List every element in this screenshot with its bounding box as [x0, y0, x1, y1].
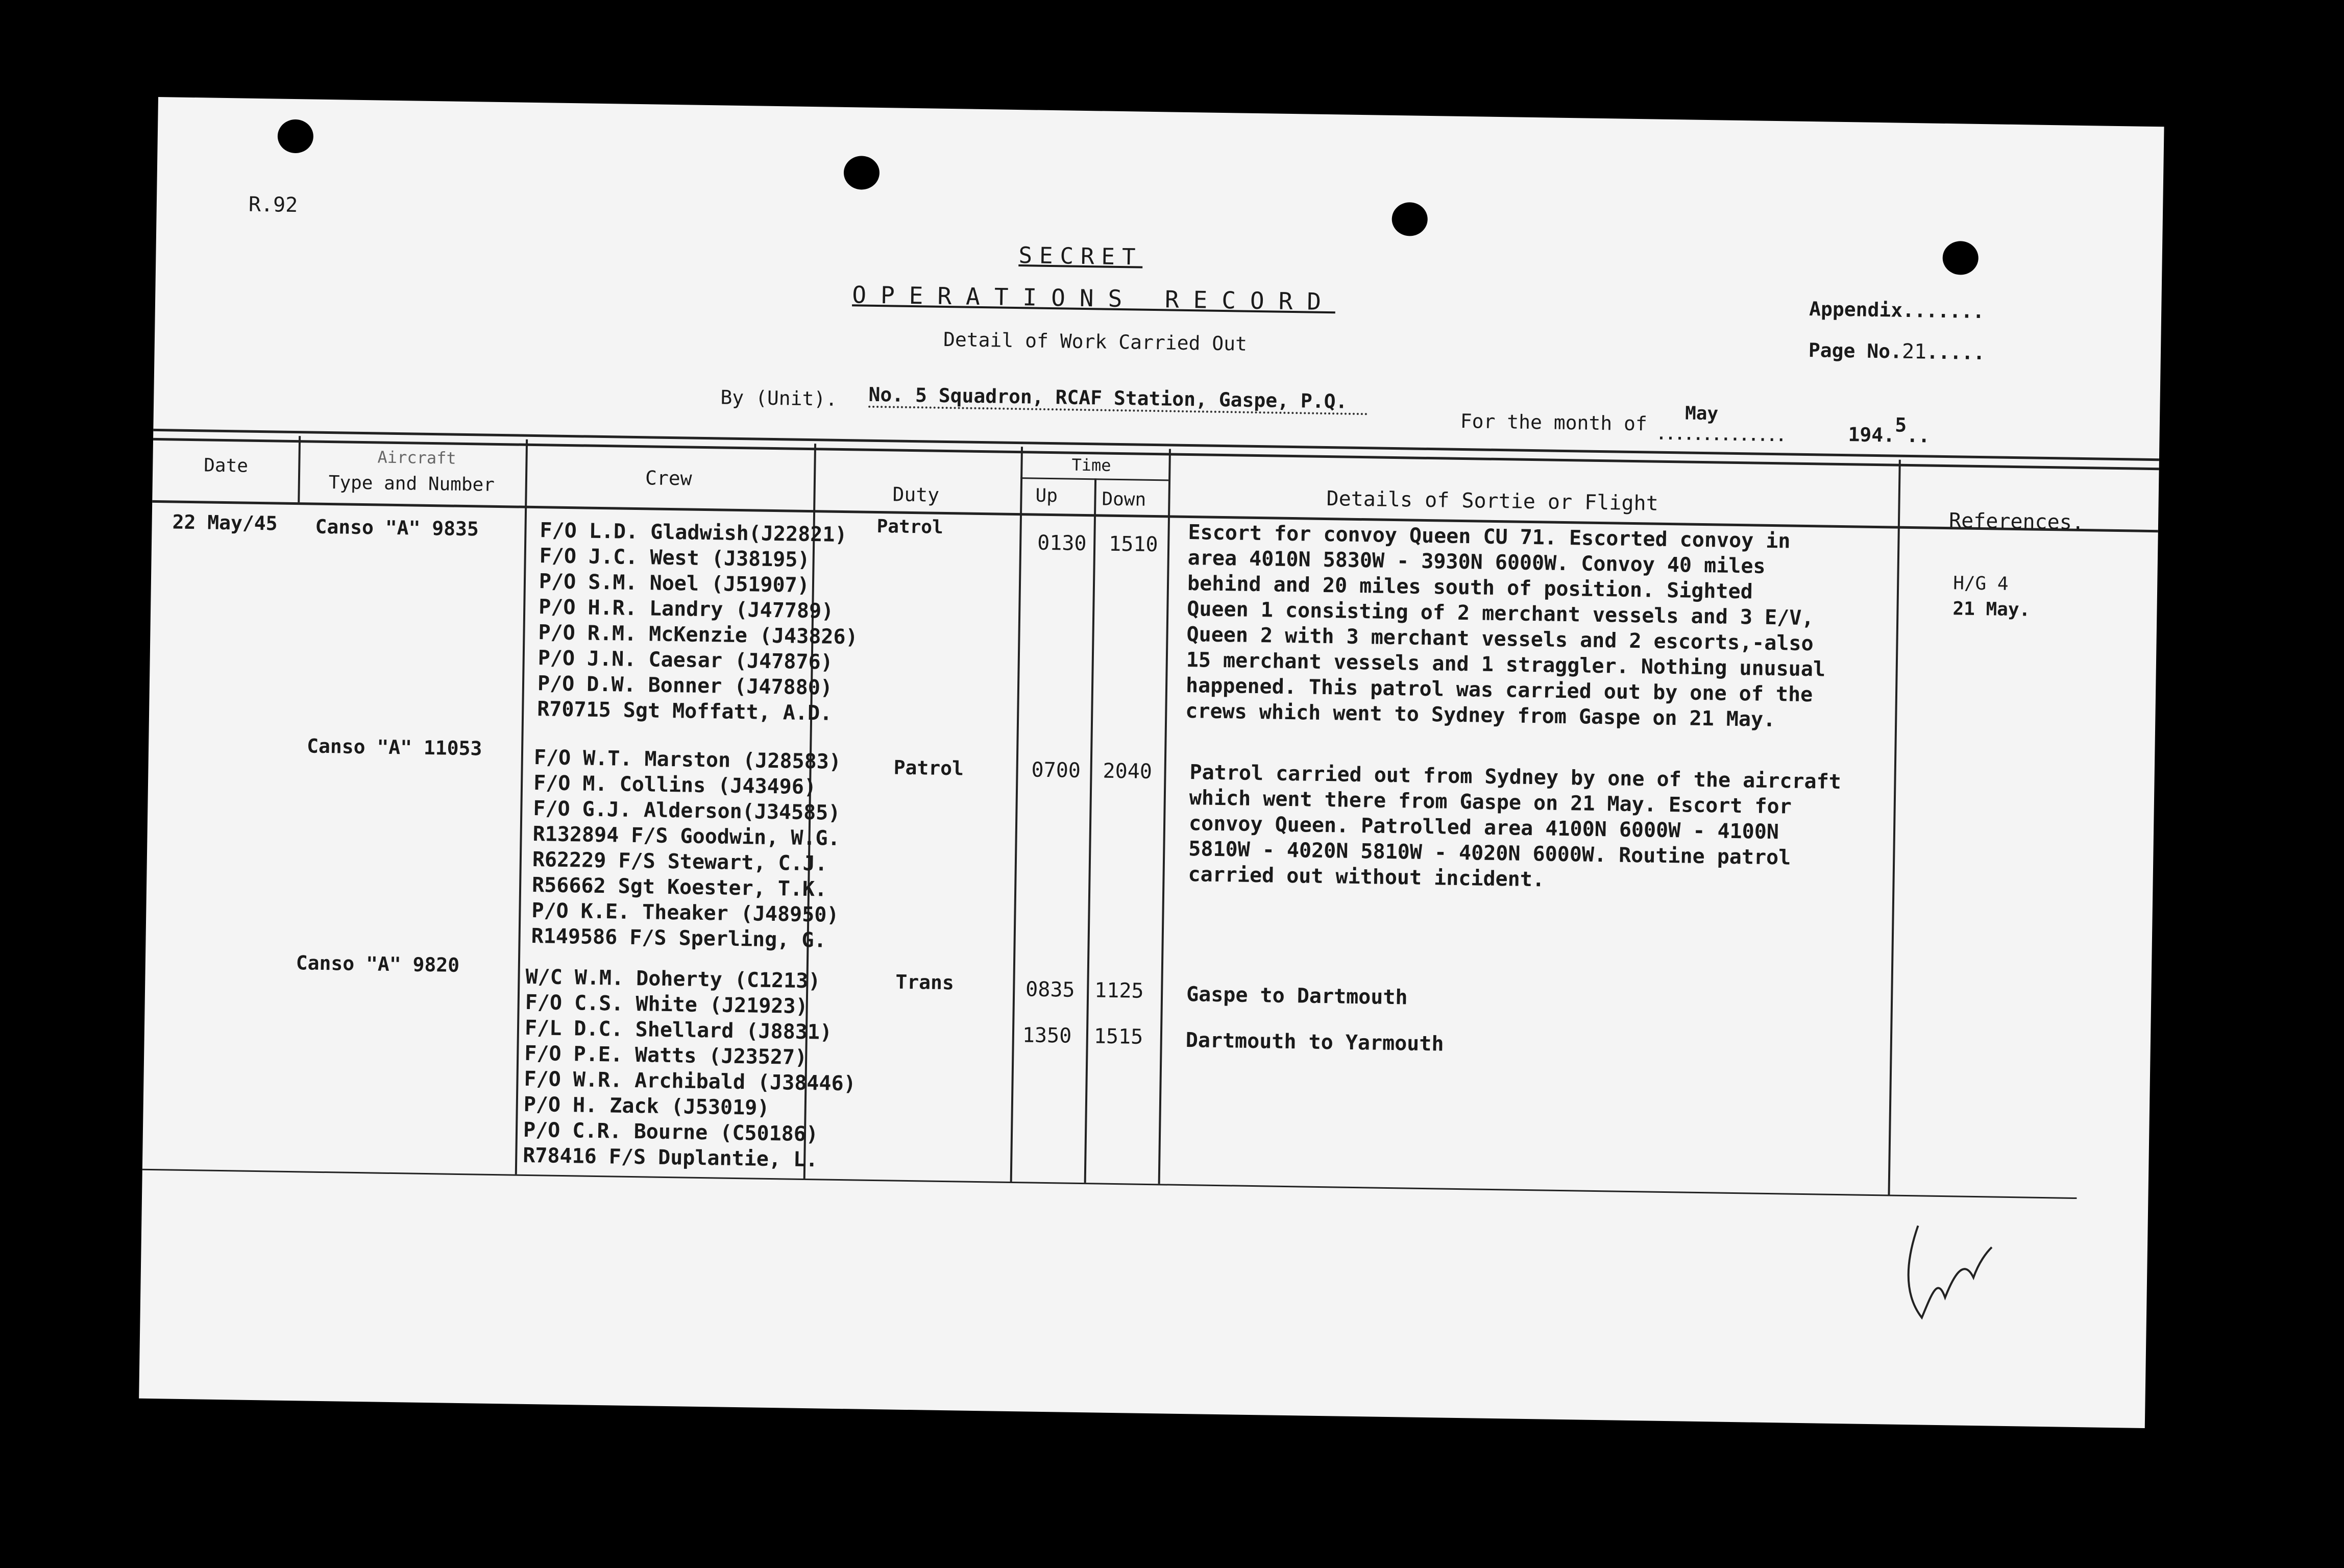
crew-member: R62229 F/S Stewart, C.J.	[532, 848, 828, 876]
table-bottom-rule	[142, 1169, 2077, 1199]
entry-aircraft: Canso "A" 9835	[315, 515, 479, 541]
crew-member: P/O S.M. Noel (J51907)	[539, 570, 810, 598]
col-aircraft-bottom: Type and Number	[328, 472, 495, 496]
crew-member: P/O C.R. Bourne (C50186)	[523, 1118, 819, 1146]
col-crew: Crew	[645, 467, 692, 490]
column-divider	[1084, 478, 1096, 1183]
details-line: behind and 20 miles south of position. Sighted	[1187, 572, 1753, 604]
crew-member: F/O J.C. West (J38195)	[539, 544, 810, 572]
crew-member: F/O M. Collins (J43496)	[533, 771, 817, 799]
month-dots: ..............	[1656, 425, 1786, 446]
unit-label: By (Unit).	[720, 386, 838, 410]
crew-member: F/O P.E. Watts (J23527)	[524, 1041, 808, 1070]
crew-member: P/O H.R. Landry (J47789)	[538, 595, 834, 623]
details-line: Queen 2 with 3 merchant vessels and 2 escorts,-also	[1186, 623, 1814, 656]
entry-duty: Trans	[895, 970, 955, 994]
entry-down: 2040	[1103, 759, 1153, 784]
page-number: 21	[1901, 339, 1927, 364]
crew-member: F/L D.C. Shellard (J8831)	[524, 1016, 833, 1044]
entry-date: 22 May/45	[172, 510, 278, 535]
page-label: Page No.	[1808, 339, 1902, 363]
crew-member: P/O K.E. Theaker (J48950)	[531, 899, 839, 927]
col-down: Down	[1102, 488, 1146, 510]
details-line: Dartmouth to Yarmouth	[1185, 1028, 1444, 1056]
entry-up: 0700	[1031, 758, 1081, 782]
col-date: Date	[203, 455, 249, 477]
crew-member: P/O D.W. Bonner (J47880)	[537, 672, 833, 700]
entry-aircraft: Canso "A" 11053	[306, 734, 482, 760]
crew-member: R78416 F/S Duplantie, L.	[522, 1143, 818, 1172]
entry-up: 1350	[1022, 1023, 1072, 1048]
details-line: 5810W - 4020N 5810W - 4020N 6000W. Routine patrol	[1188, 837, 1791, 870]
page-dots: .....	[1926, 340, 1985, 364]
entry-down: 1510	[1108, 532, 1158, 557]
details-line: 15 merchant vessels and 1 straggler. Nothing unusual	[1186, 648, 1826, 681]
year-digit: 5	[1895, 413, 1907, 436]
month-label: For the month of	[1460, 409, 1648, 435]
details-line: Escort for convoy Queen CU 71. Escorted convoy in	[1188, 521, 1791, 553]
crew-member: P/O R.M. McKenzie (J43826)	[538, 621, 858, 649]
crew-member: F/O W.R. Archibald (J38446)	[524, 1067, 857, 1096]
col-duty: Duty	[892, 483, 940, 506]
crew-member: F/O C.S. White (J21923)	[525, 990, 808, 1019]
col-aircraft-top: Aircraft	[377, 447, 456, 468]
col-time: Time	[1071, 455, 1111, 475]
details-line: Queen 1 consisting of 2 merchant vessels and 3 E/V,	[1187, 597, 1814, 630]
column-divider	[1010, 447, 1023, 1182]
entry-down: 1515	[1093, 1024, 1143, 1049]
details-line: happened. This patrol was carried out by one of the	[1185, 673, 1813, 707]
crew-member: R149586 F/S Sperling, G.	[531, 924, 826, 952]
record-title: OPERATIONS RECORD	[852, 281, 1336, 316]
details-line: carried out without incident.	[1188, 863, 1545, 892]
entry-down: 1125	[1094, 978, 1144, 1003]
form-code: R.92	[248, 192, 298, 217]
year-prefix: 194	[1848, 423, 1884, 447]
details-line: which went there from Gaspe on 21 May. Escort for	[1189, 786, 1792, 819]
punch-hole	[1391, 202, 1428, 236]
crew-member: R56662 Sgt Koester, T.K.	[531, 873, 827, 901]
column-divider	[1158, 449, 1171, 1184]
crew-member: F/O G.J. Alderson(J34585)	[533, 797, 841, 825]
appendix-label: Appendix.......	[1809, 298, 1985, 323]
record-subtitle: Detail of Work Carried Out	[943, 328, 1248, 355]
entry-up: 0835	[1025, 977, 1075, 1002]
reference-line: H/G 4	[1952, 573, 2009, 595]
punch-hole	[277, 119, 313, 153]
crew-member: R70715 Sgt Moffatt, A.D.	[536, 697, 833, 725]
entry-aircraft: Canso "A" 9820	[296, 951, 460, 976]
punch-hole	[1942, 241, 1979, 275]
details-line: convoy Queen. Patrolled area 4100N 6000W - 4100N	[1188, 812, 1779, 844]
punch-hole	[843, 156, 880, 190]
col-references: References.	[1948, 509, 2085, 535]
crew-member: R132894 F/S Goodwin, W.G.	[532, 822, 840, 850]
month-value: May	[1684, 403, 1719, 425]
details-line: crews which went to Sydney from Gaspe on 21 May.	[1185, 699, 1776, 732]
col-up: Up	[1035, 485, 1058, 507]
crew-member: F/O W.T. Marston (J28583)	[533, 746, 842, 774]
handwritten-initials	[1896, 1215, 2000, 1329]
details-line: area 4010N 5830W - 3930N 6000W. Convoy 40 miles	[1187, 546, 1766, 578]
crew-member: F/O L.D. Gladwish(J22821)	[540, 519, 847, 547]
page-number-line	[1809, 338, 1985, 364]
entry-duty: Patrol	[876, 516, 944, 538]
details-line: Gaspe to Dartmouth	[1186, 983, 1408, 1010]
crew-member: W/C W.M. Doherty (C1213)	[525, 965, 821, 993]
col-details: Details of Sortie or Flight	[1326, 487, 1659, 516]
details-line: Patrol carried out from Sydney by one of the aircraft	[1189, 761, 1842, 794]
entry-up: 0130	[1037, 531, 1087, 556]
operations-record-page	[139, 97, 2164, 1428]
column-divider	[298, 436, 301, 502]
classification: SECRET	[1018, 242, 1143, 271]
crew-member: P/O H. Zack (J53019)	[523, 1092, 770, 1120]
entry-duty: Patrol	[893, 756, 964, 780]
year-line: 194.5..	[1848, 413, 1931, 447]
reference-line: 21 May.	[1952, 598, 2031, 621]
unit-value: No. 5 Squadron, RCAF Station, Gaspe, P.Q.	[868, 383, 1368, 415]
crew-member: P/O J.N. Caesar (J47876)	[538, 646, 834, 674]
column-divider	[1888, 460, 1900, 1195]
